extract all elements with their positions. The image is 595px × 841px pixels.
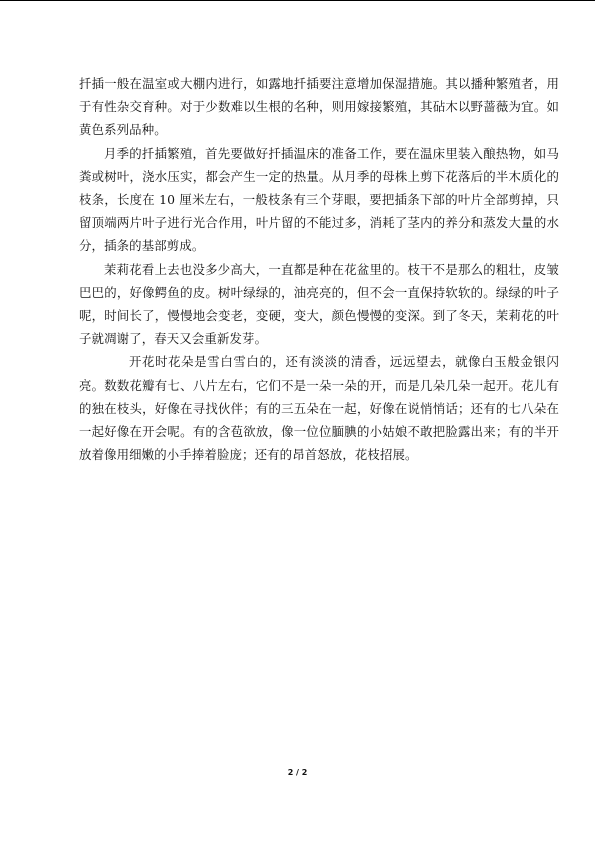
page-number: 2 / 2 — [287, 768, 308, 777]
paragraph-jasmine-appearance: 茉莉花看上去也没多少高大，一直都是种在花盆里的。枝干不是那么的粗壮，皮皱巴巴的，好像鳄鱼的皮。树叶绿绿的，油亮亮的，但不会一直保持软软的。绿绿的叶子呢，时间长了，慢慢地会变老，变硬，变大，颜色慢慢的变深。到了冬天，茉莉花的叶子就凋谢了，春天又会重新发芽。 — [79, 261, 559, 347]
paragraph-cuttings-overview: 扦插一般在温室或大棚内进行，如露地扦插要注意增加保湿措施。其以播种繁殖者，用于有性杂交育种。对于少数难以生根的名种，则用嫁接繁殖，其砧木以野蔷薇为宜。如黄色系列品种。 — [79, 76, 559, 138]
header-rule — [0, 0, 595, 1]
paragraph-rose-cutting-propagation: 月季的扦插繁殖，首先要做好扦插温床的准备工作，要在温床里装入酿热物，如马粪或树叶，浇水压实，都会产生一定的热量。从月季的母株上剪下花落后的半木质化的枝条，长度在 10 厘米左右，一般枝条有三个芽眼，要把插条下部的叶片全部剪掉，只留顶端两片叶子进行光合作用，叶片留的不能过多，消耗了茎内的养分和蒸发大量的水分，插条的基部剪成。 — [79, 145, 559, 254]
paragraph-jasmine-flowers: 开花时花朵是雪白雪白的，还有淡淡的清香，远远望去，就像白玉般金银闪亮。数数花瓣有七、八片左右，它们不是一朵一朵的开，而是几朵几朵一起开。花儿有的独在枝头，好像在寻找伙伴；有的三五朵在一起，好像在说悄悄话；还有的七八朵在一起好像在开会呢。有的含苞欲放，像一位位腼腆的小姑娘不敢把脸露出来；有的半开放着像用细嫩的小手捧着脸庞；还有的昂首怒放，花枝招展。 — [79, 354, 559, 463]
document-body — [79, 72, 559, 466]
